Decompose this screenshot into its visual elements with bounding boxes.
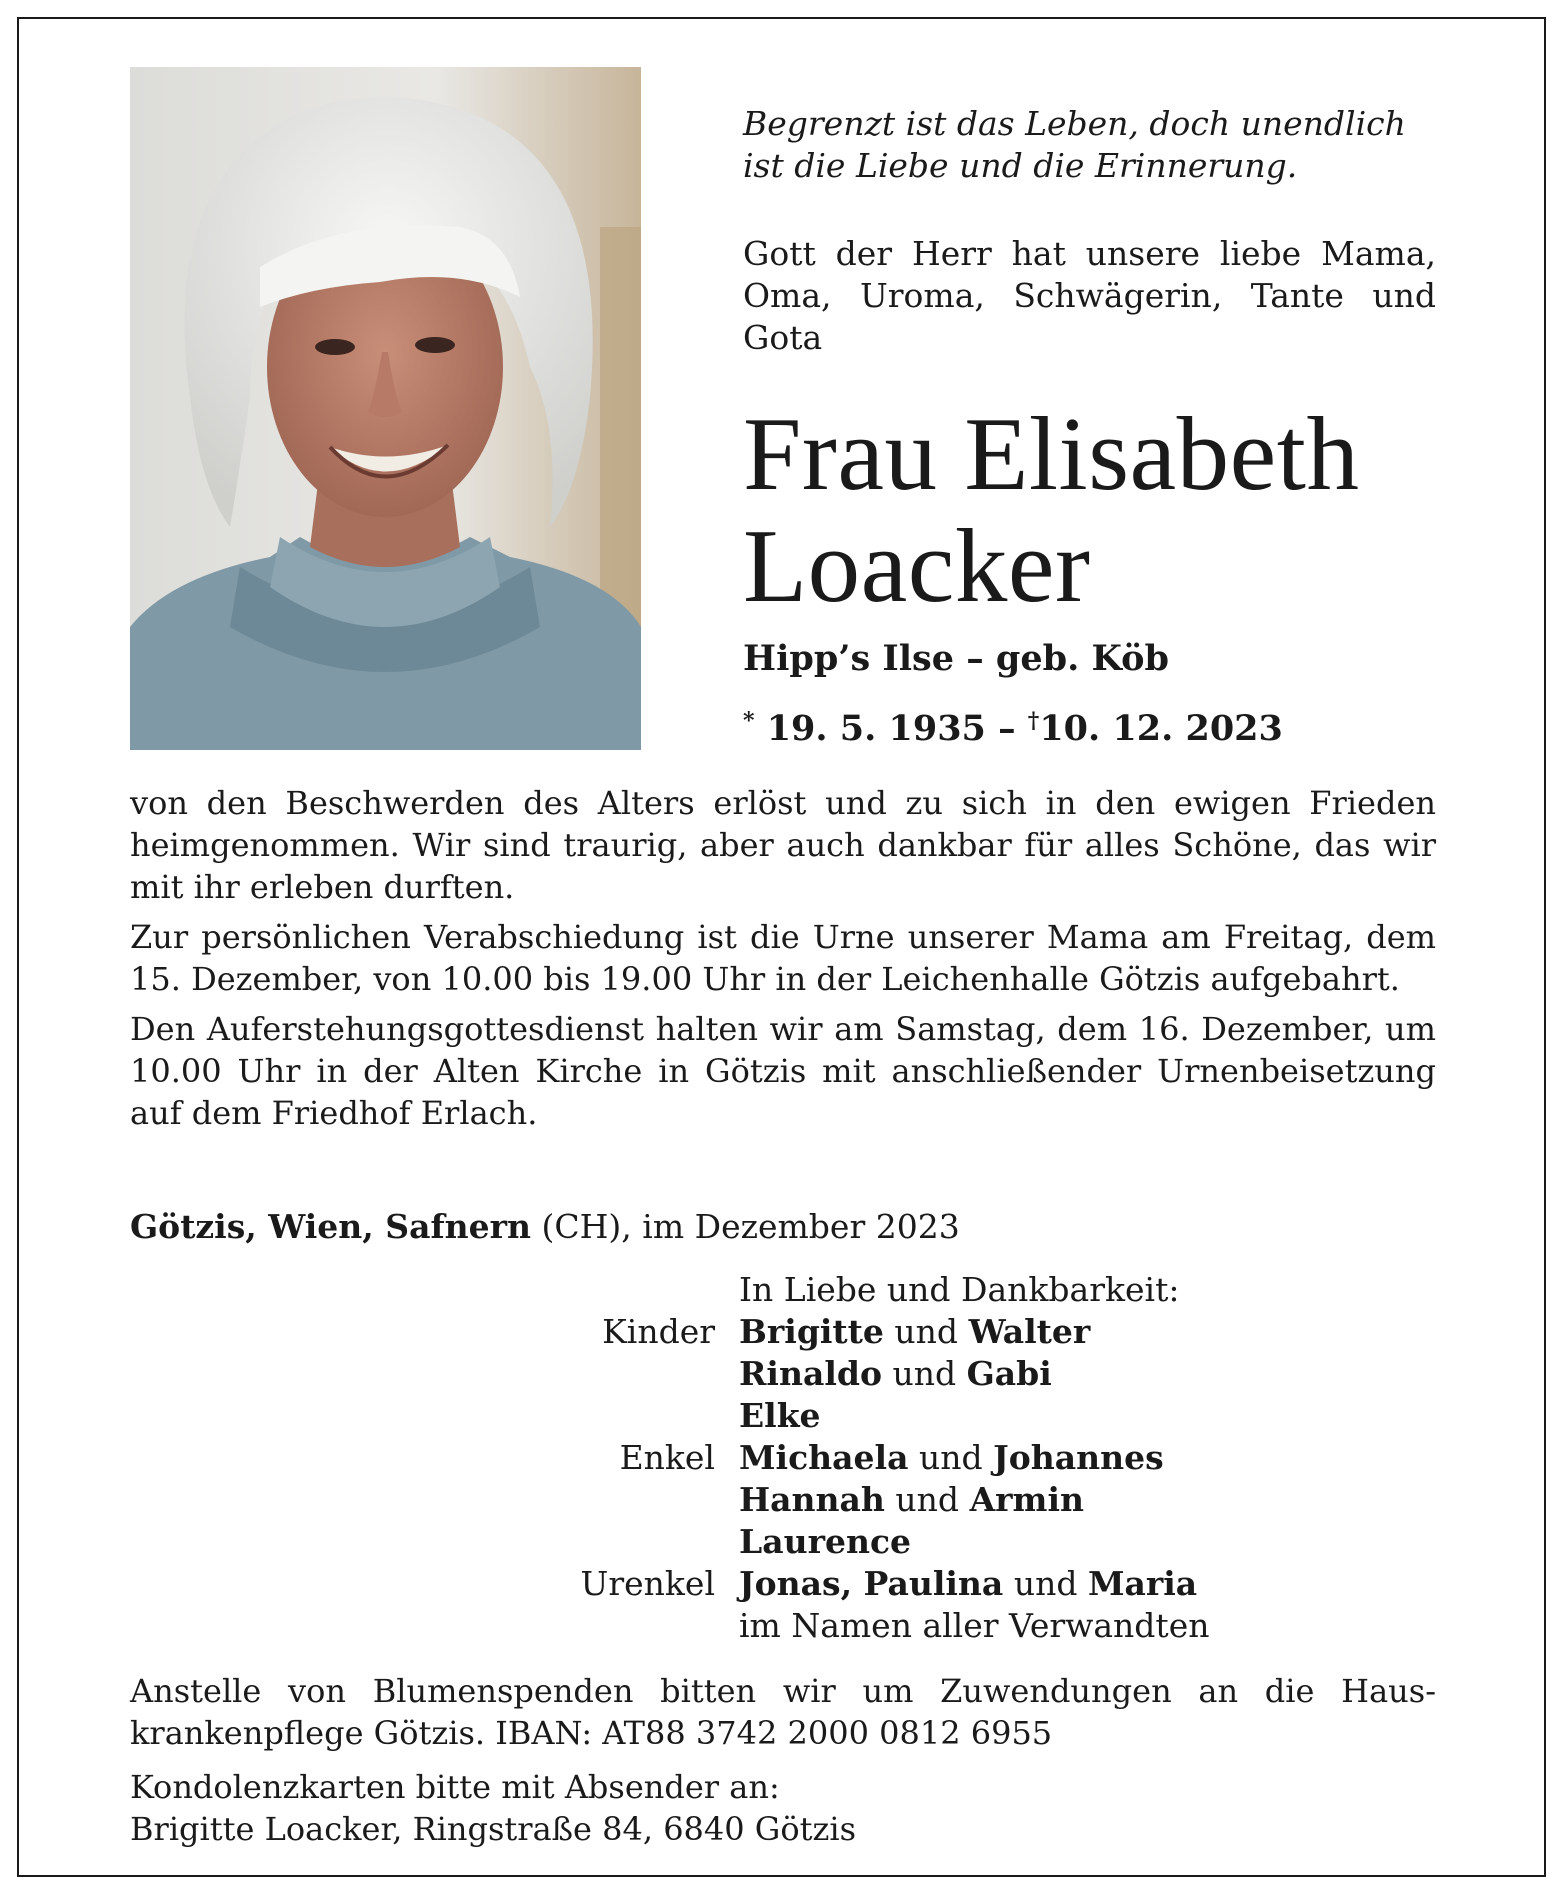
life-dates (743, 700, 1283, 750)
portrait-photo (130, 67, 641, 750)
role-label-kinder: Kinder (602, 1312, 715, 1351)
relative-name: Brigitte (739, 1312, 884, 1351)
and-word: und (894, 1312, 959, 1351)
nickname-maiden-name: Hipp’s Ilse – geb. Köb (743, 638, 1169, 679)
mourners-heading: In Liebe und Dankbarkeit: (739, 1270, 1180, 1309)
death-date: 10. 12. 2023 (1039, 708, 1283, 749)
place-and-date (130, 1206, 960, 1248)
relative-name: Laurence (739, 1522, 912, 1561)
list-item (540, 1521, 1340, 1563)
condolence-line-1: Kondolenzkarten bitte mit Absender an: (130, 1768, 780, 1806)
body-paragraph-2: Zur persönlichen Verabschiedung ist die Urne unserer Mama am Freitag, dem 15. Dezember, von 10.00 bis 19.00 Uhr in der Leichenhalle Götzis aufgebahrt. (130, 918, 1436, 998)
condolence-address (130, 1766, 1436, 1850)
mourners-list (540, 1269, 1340, 1647)
motto-line-2: ist die Liebe und die Erinnerung. (743, 146, 1298, 185)
deceased-name-line-1: Frau Elisabeth (743, 395, 1360, 512)
relative-name: Elke (739, 1396, 821, 1435)
birth-star-icon: * (743, 708, 755, 734)
and-word: und (892, 1354, 957, 1393)
relative-name: Michaela (739, 1438, 909, 1477)
place-names: Götzis, Wien, Safnern (130, 1207, 532, 1246)
donation-request: Anstelle von Blumenspenden bitten wir um Zuwendungen an die Hauskrankenpflege Götzis. IBAN: AT88 3742 2000 0812 6955 (130, 1672, 1436, 1752)
and-word: und (1013, 1564, 1078, 1603)
intro-text: Gott der Herr hat unsere liebe Mama, Oma, Uroma, Schwägerin, Tante und Gota (743, 234, 1436, 357)
birth-date: 19. 5. 1935 (766, 708, 986, 749)
relative-name: Rinaldo (739, 1354, 882, 1393)
relative-name: Hannah (739, 1480, 885, 1519)
relative-name: Gabi (966, 1354, 1052, 1393)
motto-quote (743, 103, 1443, 187)
death-cross-icon: † (1027, 708, 1040, 734)
condolence-line-2: Brigitte Loacker, Ringstraße 84, 6840 Götzis (130, 1810, 856, 1848)
body-paragraph-3: Den Auferstehungsgottesdienst halten wir am Samstag, dem 16. Dezember, um 10.00 Uhr in der Alten Kirche in Götzis mit anschließender Urnenbeisetzung auf dem Friedhof Erlach. (130, 1010, 1436, 1132)
body-paragraph-1: von den Beschwerden des Alters erlöst und zu sich in den ewigen Frieden heimgenommen. Wir sind traurig, aber auch dankbar für alles Schöne, das wir mit ihr erleben durften. (130, 784, 1436, 906)
list-item (540, 1563, 1340, 1605)
motto-line-1: Begrenzt ist das Leben, doch unendlich (743, 104, 1406, 143)
portrait-illustration (130, 67, 641, 750)
deceased-name-line-2: Loacker (743, 507, 1091, 624)
and-word: und (918, 1438, 983, 1477)
list-item (540, 1479, 1340, 1521)
and-word: und (895, 1480, 960, 1519)
relative-name: Walter (968, 1312, 1091, 1351)
place-date: (CH), im Dezember 2023 (531, 1207, 960, 1246)
relative-name: Johannes (993, 1438, 1164, 1477)
role-label-urenkel: Urenkel (580, 1564, 715, 1603)
list-item (540, 1353, 1340, 1395)
notice-body (130, 782, 1436, 1142)
list-item (540, 1311, 1340, 1353)
deceased-name (743, 395, 1483, 624)
list-item (540, 1395, 1340, 1437)
dates-separator: – (998, 708, 1016, 749)
relative-name: Armin (969, 1480, 1084, 1519)
relative-name: Maria (1087, 1564, 1198, 1603)
relative-name: Jonas, Paulina (739, 1564, 1004, 1603)
mourners-closing: im Namen aller Verwandten (739, 1606, 1210, 1645)
role-label-enkel: Enkel (619, 1438, 715, 1477)
list-item (540, 1437, 1340, 1479)
